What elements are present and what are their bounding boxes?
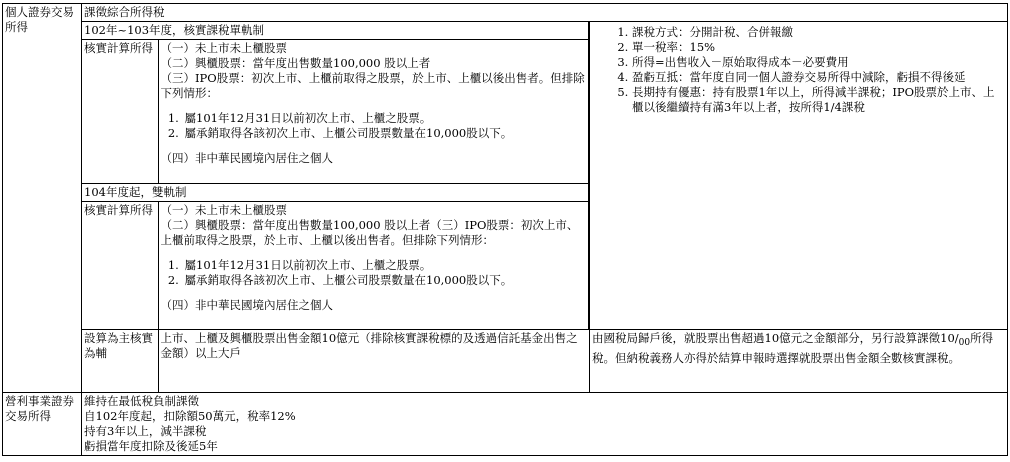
corporate-line-4: 虧損當年度扣除及後延5年 [84, 438, 218, 453]
corporate-label-cell [3, 392, 82, 455]
period-cell [82, 22, 590, 330]
period-1-item-3: （三）IPO股票：初次上市、上櫃前取得之股票，於上市、上櫃以後出售者。但排除下列情形： [160, 71, 585, 100]
period-table [82, 22, 589, 329]
deemed-cell [82, 329, 590, 392]
corporate-line-2: 自102年度起，扣除額50萬元，稅率12% [84, 408, 296, 423]
corporate-line-3: 持有3年以上，減半課稅 [84, 423, 207, 438]
corporate-label: 營利事業證券交易所得 [5, 393, 74, 423]
individual-label-cell [3, 4, 82, 393]
period-1-detail-cell [158, 40, 589, 184]
individual-label: 個人證券交易所得 [5, 5, 74, 34]
heading-cell [82, 4, 1008, 22]
period-2-exclusions [161, 258, 587, 288]
period-1-exclusion-2: 2. 屬承銷取得各該初次上市、上櫃公司股票數量在10,000股以下。 [183, 126, 587, 141]
tax-rules-list [592, 25, 1005, 115]
period-2-resident: （四）非中華民國境內居住之個人 [160, 298, 333, 312]
deemed-condition: 上市、上櫃及興櫃股票出售金額10億元（排除核實課稅標的及透過信託基金出售之金額）以上大戶 [160, 330, 578, 360]
rule-4: 4. 盈虧互抵：當年度自同一個人證券交易所得中減除，虧損不得後延 [632, 70, 1005, 85]
deemed-label: 設算為主核實為輔 [84, 330, 153, 360]
period-2-item-1: （一）未上市未上櫃股票 [160, 203, 287, 217]
deemed-condition-cell [158, 330, 589, 392]
period-2-exclusion-2: 2. 屬承銷取得各該初次上市、上櫃公司股票數量在10,000股以下。 [183, 273, 587, 288]
corporate-line-1: 維持在最低稅負制課徵 [84, 393, 199, 408]
period-2-calc-label: 核實計算所得 [84, 203, 153, 217]
deemed-table [82, 330, 589, 392]
deemed-method-rest: 所得稅。但納稅義務人亦得於結算申報時選擇就股票出售金額全數核實課稅。 [592, 330, 994, 365]
period-1-exclusions [161, 111, 587, 141]
rules-cell [590, 22, 1008, 330]
period-1-item-1: （一）未上市未上櫃股票 [160, 41, 287, 55]
period-2-exclusion-1: 1. 屬101年12月31日以前初次上市、上櫃之股票。 [183, 258, 587, 273]
deemed-method-cell [590, 329, 1008, 392]
securities-tax-table [2, 3, 1008, 456]
deemed-method-sub: 00 [958, 337, 971, 348]
period-1-resident: （四）非中華民國境內居住之個人 [160, 151, 333, 165]
period-2-title-cell [82, 184, 589, 202]
rule-1: 1. 課稅方式：分開計稅、合併報繳 [632, 25, 1005, 40]
period-1-title: 102年~103年度，核實課稅單軌制 [84, 23, 265, 37]
period-1-exclusion-1: 1. 屬101年12月31日以前初次上市、上櫃之股票。 [183, 111, 587, 126]
deemed-method-main: 由國稅局歸戶後，就股票出售超過10億元之金額部分，另行設算課徵10/ [592, 330, 959, 345]
corporate-detail-cell [82, 392, 1008, 455]
period-1-calc-label-cell [82, 40, 158, 184]
comprehensive-tax-heading: 課徵綜合所得稅 [84, 5, 165, 19]
period-1-item-2: （二）興櫃股票：當年度出售數量100,000 股以上者 [160, 56, 431, 70]
period-2-item-2: （二）興櫃股票：當年度出售數量100,000 股以上者（三）IPO股票：初次上市、上櫃前取得之股票，於上市、上櫃以後出售者。但排除下列情形： [160, 218, 579, 247]
period-2-calc-label-cell [82, 202, 158, 329]
rule-3: 3. 所得=出售收入－原始取得成本－必要費用 [632, 55, 1005, 70]
period-2-detail-cell [158, 202, 589, 329]
deemed-label-cell [82, 330, 158, 392]
period-1-title-cell [82, 22, 589, 40]
rule-5: 5. 長期持有優惠：持有股票1年以上，所得減半課稅；IPO股票於上市、上櫃以後繼續持有滿3年以上者，按所得1/4課稅 [632, 85, 1005, 115]
period-1-calc-label: 核實計算所得 [84, 41, 153, 55]
period-2-title: 104年度起，雙軌制 [84, 185, 187, 199]
rule-2: 2. 單一稅率：15% [632, 40, 1005, 55]
